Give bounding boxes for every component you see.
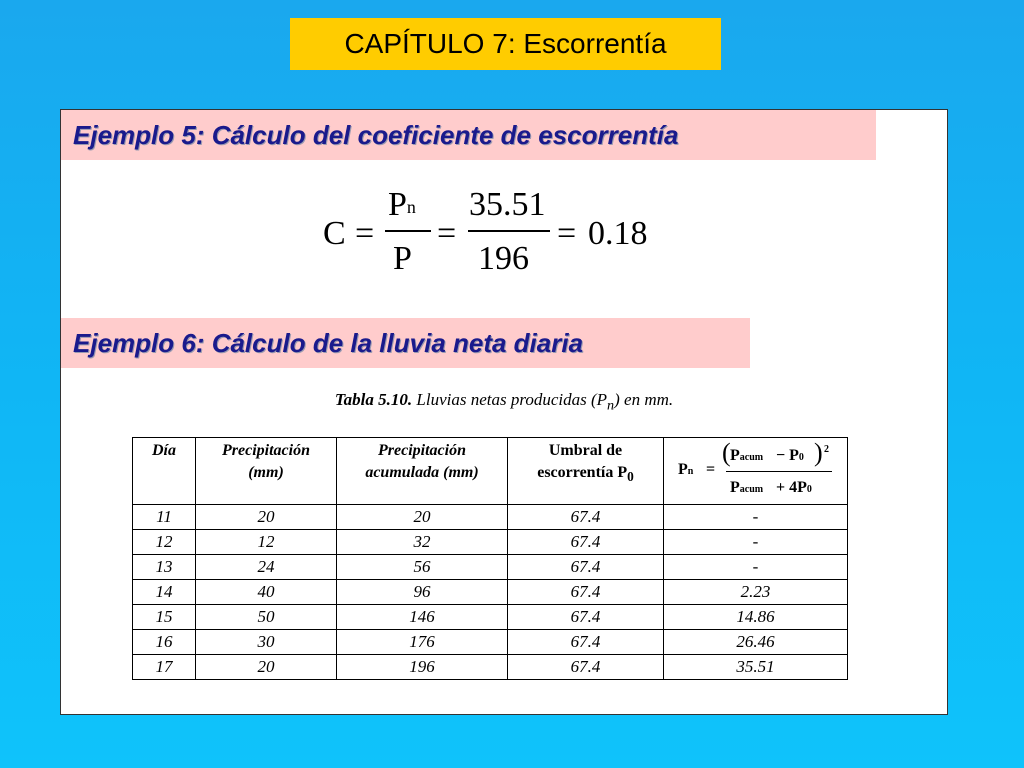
cell-pn: 14.86 (664, 605, 848, 630)
cell-accumulated: 176 (337, 630, 508, 655)
pn-equals: = (706, 461, 716, 478)
cell-precipitation: 30 (196, 630, 337, 655)
example-5-heading: Ejemplo 5: Cálculo del coeficiente de escorrentía (61, 110, 876, 160)
formula-frac1-bar (385, 230, 431, 232)
table-row (133, 505, 848, 530)
table-row (133, 530, 848, 555)
pn-den-pacum: Pacum (730, 479, 764, 496)
table-caption (61, 390, 947, 414)
cell-dia: 16 (133, 630, 196, 655)
cell-threshold: 67.4 (508, 580, 664, 605)
header-threshold: Umbral de escorrentía $P_0$ (508, 438, 664, 505)
pn-num-minus: − P0 (776, 447, 804, 464)
header-precipitation: Precipitación (mm) (196, 438, 337, 505)
cell-threshold: 67.4 (508, 505, 664, 530)
cell-pn: 2.23 (664, 580, 848, 605)
table-body (133, 505, 848, 680)
cell-pn: - (664, 530, 848, 555)
table-row (133, 605, 848, 630)
cell-precipitation: 12 (196, 530, 337, 555)
formula-equals-1: = (355, 215, 375, 252)
formula-frac2-numerator: 35.51 (469, 186, 546, 223)
formula-frac1-denominator: P (393, 240, 412, 277)
cell-accumulated: 196 (337, 655, 508, 680)
table-row (133, 655, 848, 680)
content-panel (60, 109, 948, 715)
formula-equals-3: = (557, 215, 577, 252)
net-rainfall-table (132, 437, 848, 680)
formula-lhs: C (323, 215, 346, 252)
cell-accumulated: 32 (337, 530, 508, 555)
pn-formula (664, 440, 847, 504)
table-row (133, 580, 848, 605)
cell-accumulated: 96 (337, 580, 508, 605)
cell-accumulated: 56 (337, 555, 508, 580)
cell-accumulated: 146 (337, 605, 508, 630)
cell-precipitation: 50 (196, 605, 337, 630)
cell-pn: - (664, 555, 848, 580)
cell-pn: - (664, 505, 848, 530)
cell-pn: 35.51 (664, 655, 848, 680)
cell-threshold: 67.4 (508, 630, 664, 655)
cell-dia: 14 (133, 580, 196, 605)
caption-label: Tabla 5.10. (334, 390, 413, 409)
caption-text: Lluvias netas producidas $(P_n)$ en mm. (416, 390, 674, 414)
cell-dia: 17 (133, 655, 196, 680)
table-header-row (133, 438, 848, 505)
cell-dia: 13 (133, 555, 196, 580)
pn-exponent: 2 (824, 444, 829, 455)
formula-frac2-bar (468, 230, 550, 232)
formula-frac1-numerator: $P_n$ (388, 186, 416, 223)
pn-lhs: Pn (678, 461, 694, 478)
cell-threshold: 67.4 (508, 655, 664, 680)
cell-dia: 15 (133, 605, 196, 630)
pn-den-plus: + 4P0 (776, 479, 812, 496)
header-pn-formula (664, 438, 848, 505)
cell-threshold: 67.4 (508, 555, 664, 580)
header-accumulated: Precipitación acumulada (mm) (337, 438, 508, 505)
table-row (133, 630, 848, 655)
cell-dia: 11 (133, 505, 196, 530)
cell-dia: 12 (133, 530, 196, 555)
pn-paren-open: ( (722, 438, 731, 467)
pn-paren-close: ) (814, 438, 823, 467)
cell-threshold: 67.4 (508, 605, 664, 630)
header-dia: Día (133, 438, 196, 505)
chapter-title: CAPÍTULO 7: Escorrentía (290, 18, 721, 70)
formula-equals-2: = (437, 215, 457, 252)
formula-frac2-denominator: 196 (478, 240, 529, 277)
cell-threshold: 67.4 (508, 530, 664, 555)
cell-precipitation: 20 (196, 505, 337, 530)
runoff-coefficient-formula (323, 188, 663, 280)
formula-result: 0.18 (588, 215, 648, 252)
cell-pn: 26.46 (664, 630, 848, 655)
cell-precipitation: 20 (196, 655, 337, 680)
cell-accumulated: 20 (337, 505, 508, 530)
table-row (133, 555, 848, 580)
cell-precipitation: 40 (196, 580, 337, 605)
pn-num-pacum: Pacum (730, 447, 764, 464)
cell-precipitation: 24 (196, 555, 337, 580)
pn-fraction-bar (726, 471, 832, 472)
example-6-heading: Ejemplo 6: Cálculo de la lluvia neta diaria (61, 318, 750, 368)
